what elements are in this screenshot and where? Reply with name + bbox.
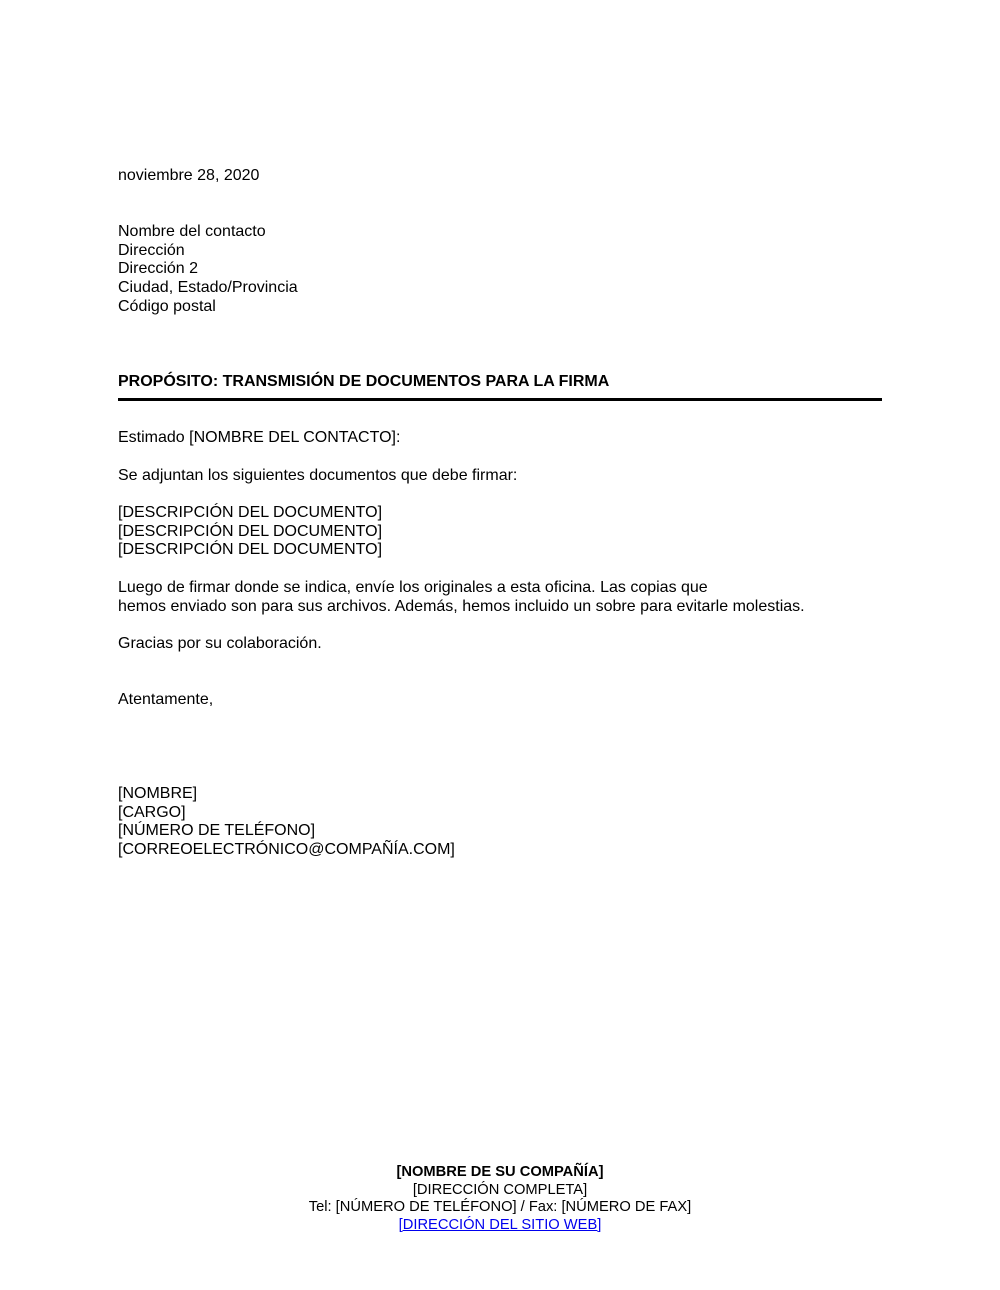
body-line: Luego de firmar donde se indica, envíe los originales a esta oficina. Las copias que (118, 579, 708, 596)
letterhead-footer (0, 1164, 1000, 1234)
intro-paragraph (118, 467, 517, 486)
document-item: [DESCRIPCIÓN DEL DOCUMENTO] (118, 522, 383, 540)
document-item: [DESCRIPCIÓN DEL DOCUMENTO] (118, 504, 383, 521)
signature-block (118, 785, 455, 860)
signature-title: [CARGO] (118, 803, 186, 821)
recipient-address-line-1: Dirección (118, 241, 185, 259)
recipient-address (118, 223, 298, 317)
document-item: [DESCRIPCIÓN DEL DOCUMENTO] (118, 541, 383, 559)
subject-divider (118, 398, 882, 401)
recipient-name: Nombre del contacto (118, 223, 266, 240)
footer-company-name: [NOMBRE DE SU COMPAÑÍA] (396, 1164, 604, 1180)
footer-address: [DIRECCIÓN COMPLETA] (412, 1181, 588, 1198)
recipient-postal-code: Código postal (118, 297, 216, 315)
date-text: noviembre 28, 2020 (118, 167, 260, 184)
salutation (118, 429, 400, 448)
body-paragraph (118, 579, 805, 616)
subject-text: PROPÓSITO: TRANSMISIÓN DE DOCUMENTOS PARA LA FIRMA (118, 373, 610, 390)
intro-text: Se adjuntan los siguientes documentos que debe firmar: (118, 467, 518, 484)
closing (118, 691, 213, 710)
letter-date (118, 167, 259, 186)
subject-heading (118, 373, 609, 392)
thanks-text: Gracias por su colaboración. (118, 635, 322, 652)
document-list (118, 504, 382, 560)
footer-contact: Tel: [NÚMERO DE TELÉFONO] / Fax: [NÚMERO DE FAX] (308, 1199, 692, 1215)
footer-website-link[interactable]: [DIRECCIÓN DEL SITIO WEB] (398, 1216, 602, 1233)
salutation-text: Estimado [NOMBRE DEL CONTACTO]: (118, 429, 401, 446)
signature-phone: [NÚMERO DE TELÉFONO] (118, 822, 316, 840)
recipient-city-state: Ciudad, Estado/Provincia (118, 279, 298, 297)
thanks-paragraph (118, 635, 322, 654)
signature-name: [NOMBRE] (118, 785, 198, 802)
body-line: hemos enviado son para sus archivos. Además, hemos incluido un sobre para evitarle molestias. (118, 597, 805, 615)
closing-text: Atentamente, (118, 691, 214, 708)
recipient-address-line-2: Dirección 2 (118, 260, 199, 278)
signature-email: [CORREOELECTRÓNICO@COMPAÑÍA.COM] (118, 841, 455, 859)
